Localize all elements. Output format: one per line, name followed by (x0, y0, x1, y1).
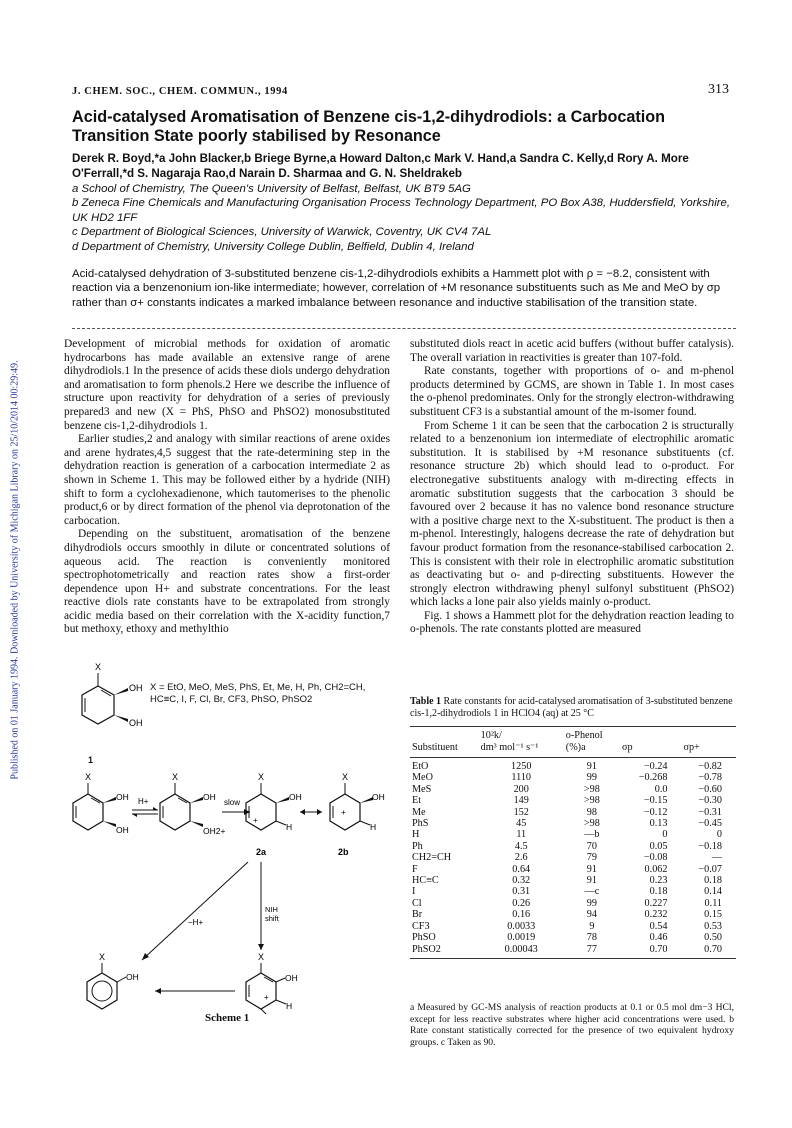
table-cell: 1110 (511, 772, 532, 784)
table-cell: 0.26 (512, 897, 531, 909)
watermark-text: Published on 01 January 1994. Downloaded by University of Michigan Library on 25/10/2014 00:29:49. (9, 360, 21, 780)
table-cell: −0.82 (698, 761, 722, 772)
table-cell: 4.5 (514, 840, 528, 852)
author-list: Derek R. Boyd,*a John Blacker,b Briege Byrne,a Howard Dalton,c Mark V. Hand,a Sandra C. Kelly,d Rory A. More O'Ferrall,*d S. Nagaraja Rao,d Narain D. Sharmaa and G. N. Sheldrakeb (72, 152, 689, 180)
table-cell: MeO (412, 772, 433, 784)
oh-label: OH (285, 973, 298, 983)
table-cell: 200 (513, 783, 529, 795)
table-cell: I (412, 886, 416, 898)
nih-label: NIH (265, 905, 278, 914)
table-cell: 45 (516, 818, 527, 830)
scheme-caption: Scheme 1 (205, 1012, 250, 1024)
table-row (410, 784, 736, 795)
oh-label: OH (129, 718, 143, 728)
table-cell: −0.45 (698, 818, 722, 830)
plus-charge: + (264, 993, 269, 1002)
x-label: X (258, 772, 265, 782)
paragraph: From Scheme 1 it can be seen that the carbocation 2 is structurally related to a benzenonium ion intermediate of electrophilic aromatic substitution. It is stabilised by +M resonance substituents (cf. resonance structure 2b) which should lead to o-product. For electronegative substituents analogy with m-directing effects in aromatic substitution suggests that the carbocation 3 should be favoured over 2 because it has no valence bond resonance structure with a positive charge next to the X-substituent. The product is then a m-phenol. Interestingly, halogens decrease the rate of dehydration but favour product formation from the resonance-stabilised carbocation 2. This is consistent with their role in electrophilic aromatic substitution as deactivating but o- and p-directing substituents. However the strongly electron withdrawing phenyl sulfonyl substituent (PhSO2) which lacks a lone pair also yields mainly o-product. (410, 419, 734, 609)
x-label: X (99, 952, 106, 962)
table-cell: >98 (583, 783, 600, 795)
carbocation-2a-structure (246, 772, 302, 857)
phenol-product-structure (87, 952, 139, 1009)
table-cell: 98 (586, 806, 597, 818)
table-cell: −0.18 (698, 840, 722, 852)
table-cell: 0 (662, 829, 668, 841)
label-2b: 2b (338, 847, 349, 857)
paragraph: Rate constants, together with proportions of o- and m-phenol products determined by GCMS, are shown in Table 1. In most cases the o-phenol predominates. Only for the strongly electron-withdrawing substituent CF3 is a substantial amount of the m-isomer found. (410, 365, 734, 418)
column-header (681, 727, 736, 743)
table-cell: H (412, 829, 420, 841)
x-label: X (342, 772, 349, 782)
table-caption-text: Rate constants for acid-catalysed aromatisation of 3-substituted benzene cis-1,2-dihydrodiols 1 in HClO4 (aq) at 25 °C (410, 696, 733, 720)
x-label: X (258, 952, 265, 962)
table-cell: PhSO2 (410, 944, 479, 959)
oh-label: OH (372, 792, 385, 802)
table-cell: 79 (586, 852, 597, 864)
oh-label: OH (126, 972, 139, 982)
nih-shift-intermediate-structure (246, 952, 298, 1014)
table-row (410, 818, 736, 829)
carbocation-2b-structure (330, 772, 385, 857)
download-watermark (0, 0, 30, 1128)
table-cell: 78 (586, 932, 597, 944)
table-cell: —c (584, 886, 600, 898)
table-caption-label: Table 1 (410, 696, 442, 707)
table-cell: 2.6 (514, 852, 528, 864)
table-row (410, 841, 736, 852)
table-row (410, 852, 736, 863)
table-cell: 152 (513, 806, 529, 818)
journal-header: J. CHEM. SOC., CHEM. COMMUN., 1994 (72, 86, 288, 97)
x-label: X (172, 772, 179, 782)
x-label: X (85, 772, 92, 782)
table-cell: F (412, 863, 418, 875)
table-cell: PhS (412, 818, 429, 830)
h-plus-label: H+ (138, 797, 149, 806)
table-cell: Me (412, 806, 426, 818)
abstract: Acid-catalysed dehydration of 3-substituted benzene cis-1,2-dihydrodiols exhibits a Hammett plot with ρ = −8.2, consistent with reaction via a benzenonium ion-like intermediate; however, correlation of +M resonance substituents such as Me and MeO by σp rather than σ+ constants indicates a marked imbalance between resonance and inductive stabilisation of the transition state. (72, 268, 721, 309)
shift-label: shift (265, 914, 279, 923)
oh2-label: OH2+ (203, 826, 226, 836)
affiliation-b: b Zeneca Fine Chemicals and Manufacturing Organisation Process Technology Department, PO Box A38, Huddersfield, Yorkshire, UK HD2 1FF (72, 197, 731, 224)
table-cell: 0.70 (681, 944, 736, 959)
table-cell: −0.268 (638, 772, 668, 784)
substituent-x-label: X (95, 662, 102, 672)
table-cell: Cl (412, 897, 422, 909)
table-cell: PhSO (412, 932, 436, 944)
table-cell: Br (412, 909, 423, 921)
column-header: (%)a (564, 742, 620, 758)
table-row (410, 932, 736, 943)
table-cell: 0.32 (512, 875, 531, 887)
page-number: 313 (708, 82, 729, 97)
column-header: Substituent (410, 742, 479, 758)
table-cell: 99 (586, 897, 597, 909)
table-cell: 0.0 (654, 783, 668, 795)
table-cell: 0.0019 (507, 932, 536, 944)
minus-h-label: −H+ (188, 918, 204, 927)
slow-label: slow (224, 798, 241, 807)
table-cell: 0.05 (649, 840, 668, 852)
table-cell: MeS (412, 783, 432, 795)
table-cell: 0.16 (512, 909, 531, 921)
paragraph: Fig. 1 shows a Hammett plot for the dehydration reaction leading to o-phenols. The rate constants plotted are measured (410, 609, 734, 636)
table-cell: Et (412, 795, 422, 807)
table-cell: 0.13 (649, 818, 668, 830)
article-title: Acid-catalysed Aromatisation of Benzene cis-1,2-dihydrodiols: a Carbocation Transition State poorly stabilised by Resonance (72, 108, 666, 145)
column-header: o-Phenol (564, 727, 620, 743)
table-cell: 149 (513, 795, 529, 807)
table-row (410, 921, 736, 932)
table-cell: 0.50 (704, 932, 722, 944)
table-cell: —b (584, 829, 600, 841)
table-cell: >98 (583, 818, 600, 830)
label-2a: 2a (256, 847, 267, 857)
table-cell: CF3 (412, 920, 430, 932)
paragraph: substituted diols react in acetic acid buffers (without buffer catalysis). The overall variation in reactivities is greater than 107-fold. (410, 338, 734, 364)
affiliation-c: c Department of Biological Sciences, University of Warwick, Coventry, UK CV4 7AL (72, 226, 492, 239)
oh-label: OH (203, 792, 216, 802)
table-row (410, 875, 736, 886)
table-cell: 0.64 (512, 863, 531, 875)
table-cell: CH2=CH (412, 852, 452, 864)
table-cell: −0.60 (698, 783, 722, 795)
table-cell: 0.46 (649, 932, 668, 944)
table-cell: 0.15 (704, 909, 722, 921)
table-cell: 0.53 (704, 920, 722, 932)
affiliation-d: d Department of Chemistry, University College Dublin, Belfield, Dublin 4, Ireland (72, 240, 474, 253)
table-cell: 77 (564, 944, 620, 959)
table-row (410, 898, 736, 909)
scheme-1-diagram (60, 770, 400, 1015)
table-caption (410, 696, 734, 721)
table-cell: 0.54 (649, 920, 668, 932)
paragraph: Earlier studies,2 and analogy with similar reactions of arene oxides and arene hydrates,4,5 suggest that the rate-determining step in the dehydration reaction is generation of a carbocation intermediate 2 as shown in Scheme 1. This may be followed either by a hydride (NIH) shift to form a cyclohexadienone, which tautomerises to the phenolic product,6 or by direct formation of the phenol via deprotonation of the carbocation. (64, 433, 390, 527)
table-cell: 0.227 (644, 897, 668, 909)
h-label: H (286, 1001, 293, 1011)
column-header: dm³ mol⁻¹ s⁻¹ (479, 742, 564, 758)
table-cell: 0.062 (644, 863, 668, 875)
paragraph: Development of microbial methods for oxidation of aromatic hydrocarbons has made available an extensive range of arene dihydrodiols.1 In the presence of acids these diols undergo dehydration and aromatisation to form phenols.2 Here we describe the influence of structure upon reactivity for dehydration of a series of previously prepared3 and new (X = PhS, PhSO and PhSO2) monosubstituted benzene cis-1,2-dihydrodiols 1. (64, 338, 390, 432)
table-cell: −0.07 (698, 863, 722, 875)
plus-charge: + (341, 808, 346, 817)
table-row (410, 772, 736, 783)
table-cell: 99 (586, 772, 597, 784)
table-cell: 0.14 (704, 886, 722, 898)
column-header (620, 727, 682, 743)
table-cell: 0.18 (704, 875, 722, 887)
table-cell: EtO (412, 761, 429, 772)
diol-structure (73, 772, 129, 835)
affiliation-a: a School of Chemistry, The Queen's University of Belfast, Belfast, UK BT9 5AG (72, 183, 471, 195)
table-cell: 11 (516, 829, 527, 841)
table-cell: 0 (716, 829, 722, 841)
table-cell: −0.15 (643, 795, 668, 807)
table-cell: −0.31 (698, 806, 722, 818)
table-cell: HC≡C (412, 875, 439, 887)
oh-label: OH (289, 792, 302, 802)
body-column-right (410, 338, 734, 637)
column-header: 10²k/ (479, 727, 564, 743)
table-row (410, 864, 736, 875)
column-header (410, 727, 479, 743)
table-row (410, 795, 736, 806)
abstract-divider (72, 328, 736, 329)
table-cell: 91 (586, 863, 597, 875)
compound-1-label: 1 (88, 755, 94, 765)
table-cell: 0.23 (649, 875, 668, 887)
table-cell: 1250 (511, 761, 532, 772)
table-cell: −0.24 (643, 761, 668, 772)
table-cell: >98 (583, 795, 600, 807)
table-cell: 91 (586, 761, 597, 772)
table-cell: −0.30 (698, 795, 722, 807)
rate-constants-table (410, 726, 736, 959)
plus-charge: + (253, 816, 258, 825)
table-cell: −0.12 (643, 806, 668, 818)
table-cell: −0.78 (698, 772, 722, 784)
paragraph: Depending on the substituent, aromatisation of the benzene dihydrodiols occurs smoothly in dilute or concentrated solutions of aqueous acid. The reaction is conveniently monitored spectrophotometrically and reaction rates show a first-order dependence upon H+ and substrate concentrations. For the least reactive diols rate constants have to be extrapolated from strongly acidic media based on their correlation with the X-acidity function,7 but methoxy, ethoxy and methylthio (64, 528, 390, 636)
column-header: σp (620, 742, 682, 758)
table-row (410, 829, 736, 840)
table-row (410, 909, 736, 920)
table-footnote: a Measured by GC-MS analysis of reaction products at 0.1 or 0.5 mol dm−3 HCl, except for less reactive substrates where higher acid concentrations were used. b Rate constant statistically corrected for the presence of two equivalent hydroxy groups. c Taken as 90. (410, 1002, 734, 1048)
table-cell: 0.232 (644, 909, 668, 921)
h-label: H (370, 822, 377, 832)
h-label: H (286, 822, 293, 832)
table-cell: 0.18 (649, 886, 668, 898)
table-cell: 0.11 (704, 897, 722, 909)
table-row (410, 807, 736, 818)
compound-1-structure (70, 660, 150, 750)
table-row (410, 886, 736, 897)
oh-label: OH (116, 792, 129, 802)
table-cell: 0.0033 (507, 920, 536, 932)
table-cell: 91 (586, 875, 597, 887)
table-cell: 9 (589, 920, 595, 932)
oh-label: OH (116, 825, 129, 835)
oh-label: OH (129, 683, 143, 693)
substituent-list: X = EtO, MeO, MeS, PhS, Et, Me, H, Ph, CH2=CH, HC≡C, I, F, Cl, Br, CF3, PhSO, PhSO2 (150, 682, 366, 705)
protonated-diol-structure (160, 772, 225, 836)
table-cell: 0.31 (512, 886, 531, 898)
table-cell: −0.08 (643, 852, 668, 864)
table-cell: 94 (586, 909, 597, 921)
table-cell: 0.70 (620, 944, 682, 959)
table-cell: 0.00043 (479, 944, 564, 959)
column-header: σp+ (681, 742, 736, 758)
table-cell: 70 (586, 840, 597, 852)
body-column-left (64, 338, 390, 637)
table-row (410, 758, 736, 773)
affiliations (72, 182, 736, 254)
table-cell: — (711, 852, 722, 864)
table-row (410, 944, 736, 959)
table-cell: Ph (412, 840, 423, 852)
